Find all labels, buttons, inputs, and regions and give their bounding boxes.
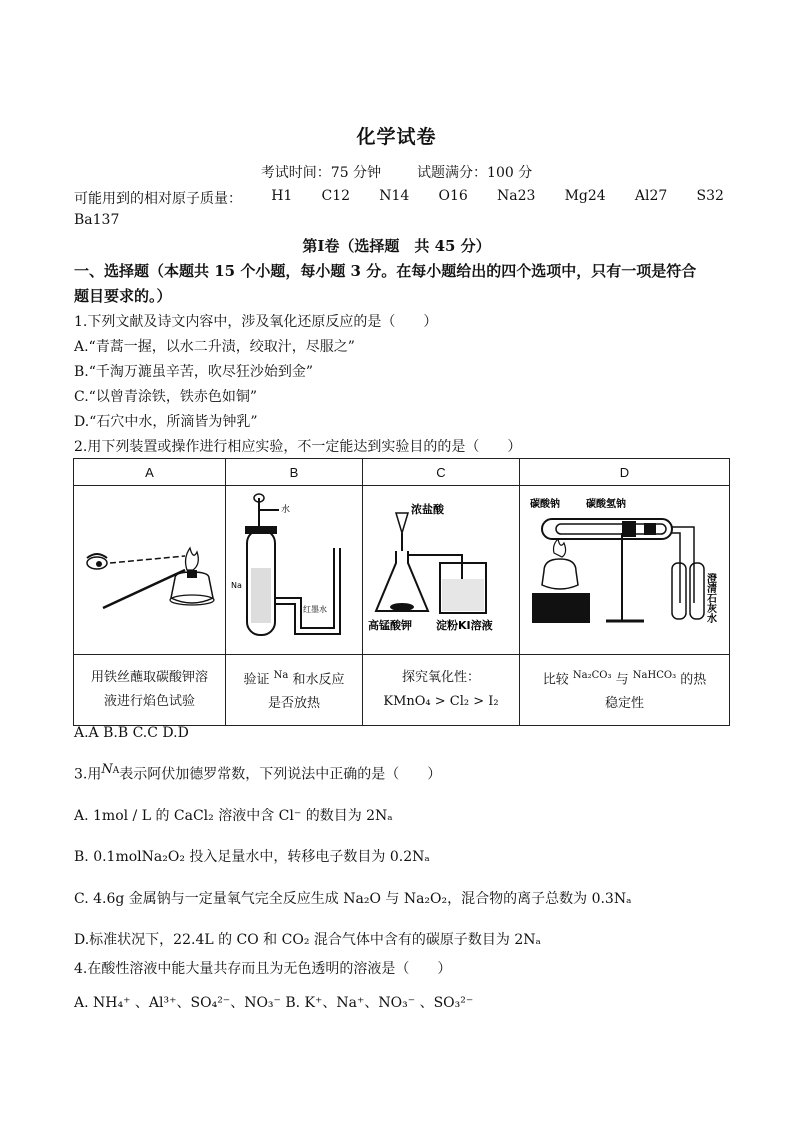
mass-n: N14 [379, 188, 410, 204]
q2-options: A.A B.B C.C D.D [74, 725, 189, 741]
q3-option-b: B. 0.1molNa₂O₂ 投入足量水中，转移电子数目为 0.2Nₐ [74, 849, 430, 865]
q3-na-sub: A [112, 766, 120, 776]
caption-b-verify: 验证 [243, 672, 270, 688]
thermal-stability-figure [522, 493, 727, 643]
label-red-ink: 红墨水 [303, 605, 327, 614]
caption-d-heat: 的热 [680, 672, 707, 688]
mass-al: Al27 [634, 188, 668, 204]
label-starch-ki: 淀粉KI溶液 [436, 619, 493, 632]
q4-options-ab: A. NH₄⁺ 、Al³⁺、SO₄²⁻、NO₃⁻ B. K⁺、Na⁺、NO₃⁻ 、SO₃²⁻ [74, 995, 474, 1011]
atomic-masses [74, 188, 724, 208]
label-na-metal: Na [231, 581, 242, 590]
figure-c [363, 486, 520, 655]
q3-stem [74, 762, 441, 784]
caption-b [226, 655, 363, 726]
section-title: 第Ⅰ卷（选择题 共 45 分） [302, 237, 491, 255]
part1-instructions-2: 题目要求的。） [74, 287, 172, 305]
mass-ba: Ba137 [74, 212, 120, 228]
experiment-table [73, 458, 730, 726]
q1-option-d: D.“石穴中水，所滴皆为钟乳” [74, 414, 258, 430]
label-nahco3: 碳酸氢钠 [586, 499, 626, 510]
table-header-c: C [363, 459, 520, 486]
q3-option-d: D.标准状况下，22.4L 的 CO 和 CO₂ 混合气体中含有的碳原子数目为 2Nₐ [74, 932, 541, 948]
mass-c: C12 [321, 188, 351, 204]
na-water-figure [229, 488, 359, 648]
q1-option-b: B.“千淘万漉虽辛苦，吹尽狂沙始到金” [74, 364, 314, 380]
atomic-masses-label: 可能用到的相对原子质量： [74, 191, 242, 207]
caption-b-react: 和水反应 [292, 672, 345, 688]
caption-d-nahco3: NaHCO₃ [632, 669, 677, 681]
mass-mg: Mg24 [564, 188, 606, 204]
caption-b-na: Na [273, 669, 289, 681]
q3-option-c: C. 4.6g 金属钠与一定量氧气完全反应生成 Na₂O 与 Na₂O₂，混合物的离子总数为 0.3Nₐ [74, 891, 632, 907]
q3-stem-post: 表示阿伏加德罗常数，下列说法中正确的是（ ） [119, 766, 442, 783]
figure-d [520, 486, 730, 655]
figure-b [226, 486, 363, 655]
caption-c-formula: KMnO₄ > Cl₂ > I₂ [383, 694, 499, 709]
mass-h: H1 [271, 188, 293, 204]
flame-test-figure [75, 508, 225, 628]
oxidation-figure [366, 493, 516, 643]
figure-a [74, 486, 226, 655]
table-header-a: A [74, 459, 226, 486]
mass-s: S32 [696, 188, 724, 204]
exam-meta [0, 162, 793, 182]
label-kmno4: 高锰酸钾 [368, 619, 412, 632]
caption-d [520, 655, 730, 726]
label-water: 水 [281, 505, 291, 515]
q3-stem-pre: 3.用 [74, 766, 102, 783]
table-header-b: B [226, 459, 363, 486]
mass-o: O16 [438, 188, 468, 204]
q1-stem: 1.下列文献及诗文内容中，涉及氧化还原反应的是（ ） [74, 314, 438, 330]
caption-b-line3: 是否放热 [267, 696, 320, 712]
caption-d-line3: 稳定性 [604, 696, 644, 712]
mass-na: Na23 [496, 188, 536, 204]
label-limewater: 澄清石灰水 [704, 573, 716, 623]
caption-a [74, 655, 226, 726]
caption-c-line1: 探究氧化性： [401, 670, 480, 685]
exam-score: 试题满分：100 分 [417, 165, 533, 181]
exam-time: 考试时间：75 分钟 [260, 165, 382, 181]
q2-stem: 2.用下列装置或操作进行相应实验，不一定能达到实验目的的是（ ） [74, 439, 522, 455]
page-title: 化学试卷 [356, 126, 437, 148]
q4-stem: 4.在酸性溶液中能大量共存而且为无色透明的溶液是（ ） [74, 961, 452, 977]
table-header-d: D [520, 459, 730, 486]
q3-option-a: A. 1mol / L 的 CaCl₂ 溶液中含 Cl⁻ 的数目为 2Nₐ [74, 808, 393, 824]
q3-na-symbol: N [101, 762, 113, 777]
caption-a-line1: 用铁丝蘸取碳酸钾溶 [90, 670, 208, 685]
caption-a-line2: 液进行焰色试验 [103, 694, 195, 709]
q1-option-c: C.“以曾青涂铁，铁赤色如铜” [74, 389, 257, 405]
label-na2co3: 碳酸钠 [530, 499, 560, 510]
caption-c [363, 655, 520, 726]
part1-instructions-1: 一、选择题（本题共 15 个小题，每小题 3 分。在每小题给出的四个选项中，只有一项是符合 [74, 262, 697, 280]
caption-d-na2co3: Na₂CO₃ [572, 669, 612, 681]
label-conc-hcl: 浓盐酸 [411, 503, 444, 516]
q1-option-a: A.“青蒿一握，以水二升渍，绞取汁，尽服之” [74, 339, 355, 355]
caption-d-compare: 比较 [542, 672, 569, 688]
caption-d-and: 与 [615, 672, 629, 688]
